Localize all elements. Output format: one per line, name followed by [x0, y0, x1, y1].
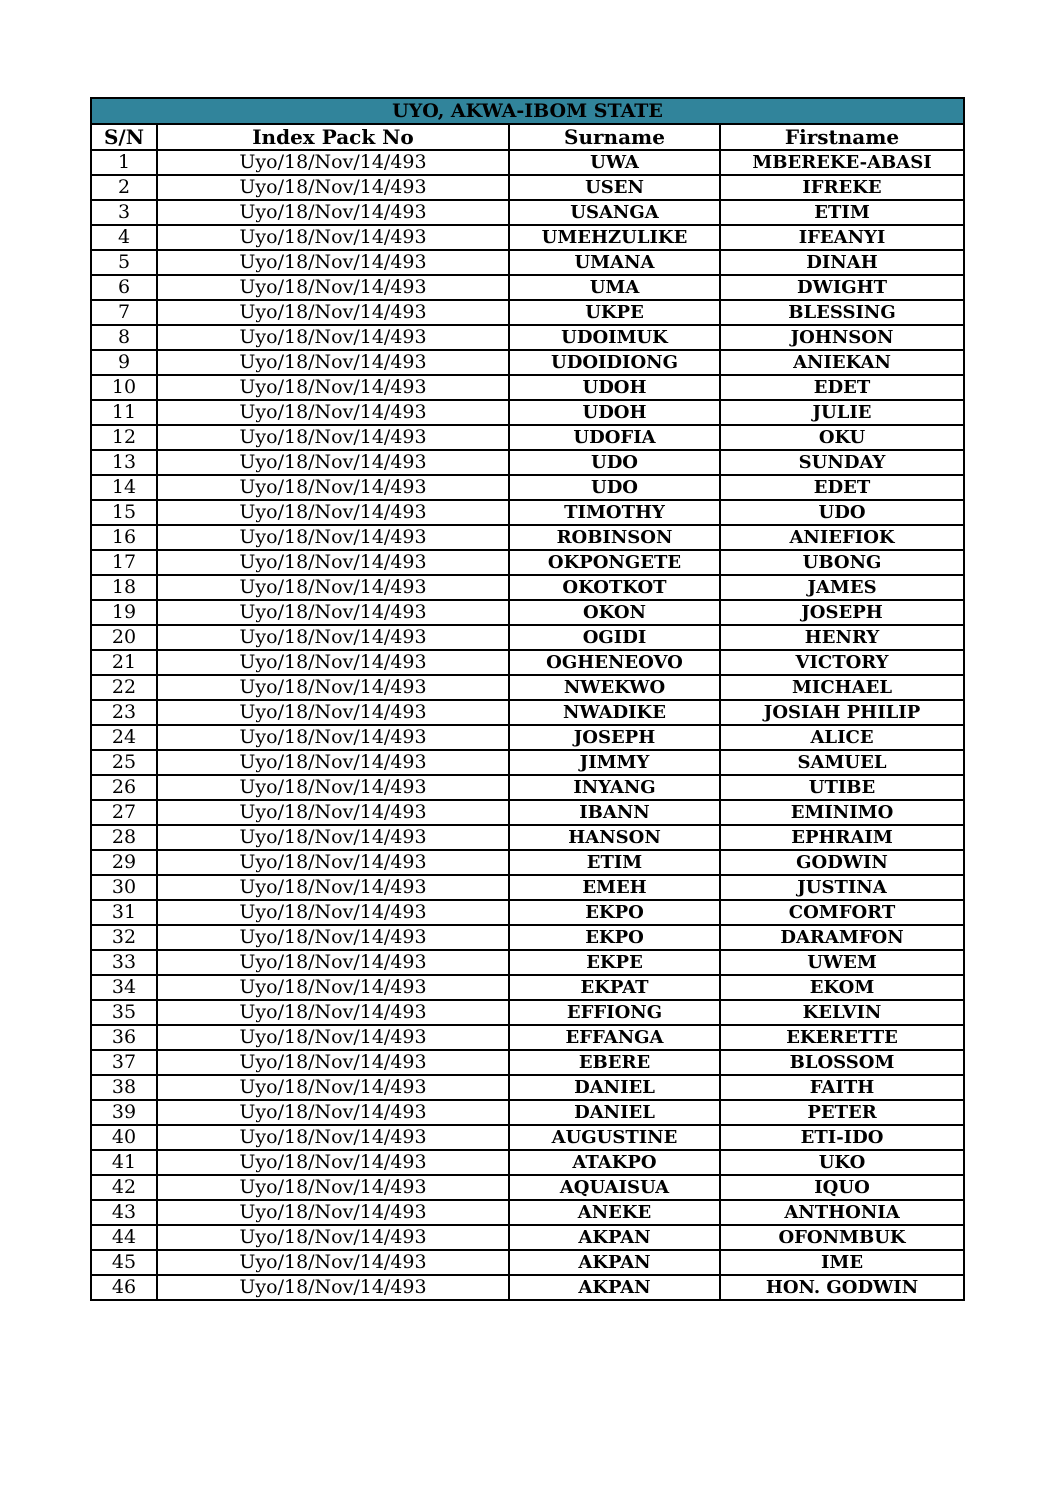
cell-surname: HANSON: [509, 825, 720, 850]
table-row: [91, 850, 964, 875]
cell-surname: AUGUSTINE: [509, 1125, 720, 1150]
table-row: [91, 975, 964, 1000]
cell-surname: EFFIONG: [509, 1000, 720, 1025]
cell-sn: 36: [91, 1025, 157, 1050]
cell-firstname: GODWIN: [720, 850, 964, 875]
cell-firstname: FAITH: [720, 1075, 964, 1100]
cell-surname: INYANG: [509, 775, 720, 800]
cell-firstname: MICHAEL: [720, 675, 964, 700]
cell-firstname: DWIGHT: [720, 275, 964, 300]
table-row: [91, 1250, 964, 1275]
table-row: [91, 600, 964, 625]
table-title: UYO, AKWA-IBOM STATE: [91, 98, 964, 124]
cell-surname: ATAKPO: [509, 1150, 720, 1175]
cell-sn: 14: [91, 475, 157, 500]
cell-surname: OGHENEOVO: [509, 650, 720, 675]
cell-index-pack-no: Uyo/18/Nov/14/493: [157, 1050, 509, 1075]
cell-index-pack-no: Uyo/18/Nov/14/493: [157, 300, 509, 325]
cell-sn: 31: [91, 900, 157, 925]
table-row: [91, 325, 964, 350]
cell-firstname: ANIEKAN: [720, 350, 964, 375]
cell-sn: 27: [91, 800, 157, 825]
cell-surname: OKPONGETE: [509, 550, 720, 575]
cell-firstname: UDO: [720, 500, 964, 525]
cell-firstname: OFONMBUK: [720, 1225, 964, 1250]
cell-surname: USANGA: [509, 200, 720, 225]
cell-sn: 2: [91, 175, 157, 200]
cell-surname: UDO: [509, 475, 720, 500]
cell-sn: 26: [91, 775, 157, 800]
cell-firstname: VICTORY: [720, 650, 964, 675]
cell-firstname: HON. GODWIN: [720, 1275, 964, 1300]
cell-index-pack-no: Uyo/18/Nov/14/493: [157, 700, 509, 725]
cell-firstname: BLESSING: [720, 300, 964, 325]
table-row: [91, 475, 964, 500]
cell-firstname: ALICE: [720, 725, 964, 750]
table-row: [91, 950, 964, 975]
cell-index-pack-no: Uyo/18/Nov/14/493: [157, 1000, 509, 1025]
cell-firstname: EDET: [720, 375, 964, 400]
cell-surname: UWA: [509, 150, 720, 175]
cell-index-pack-no: Uyo/18/Nov/14/493: [157, 150, 509, 175]
table-row: [91, 925, 964, 950]
cell-index-pack-no: Uyo/18/Nov/14/493: [157, 250, 509, 275]
cell-sn: 22: [91, 675, 157, 700]
cell-sn: 4: [91, 225, 157, 250]
cell-sn: 5: [91, 250, 157, 275]
table-row: [91, 1075, 964, 1100]
cell-firstname: UWEM: [720, 950, 964, 975]
cell-index-pack-no: Uyo/18/Nov/14/493: [157, 675, 509, 700]
cell-sn: 20: [91, 625, 157, 650]
cell-sn: 25: [91, 750, 157, 775]
cell-surname: NWEKWO: [509, 675, 720, 700]
cell-surname: JOSEPH: [509, 725, 720, 750]
cell-firstname: EDET: [720, 475, 964, 500]
cell-surname: UDOH: [509, 375, 720, 400]
cell-index-pack-no: Uyo/18/Nov/14/493: [157, 950, 509, 975]
cell-index-pack-no: Uyo/18/Nov/14/493: [157, 575, 509, 600]
cell-surname: UKPE: [509, 300, 720, 325]
cell-index-pack-no: Uyo/18/Nov/14/493: [157, 375, 509, 400]
header-index-pack-no: Index Pack No: [157, 124, 509, 150]
cell-surname: EKPE: [509, 950, 720, 975]
cell-firstname: SUNDAY: [720, 450, 964, 475]
cell-index-pack-no: Uyo/18/Nov/14/493: [157, 650, 509, 675]
cell-firstname: EPHRAIM: [720, 825, 964, 850]
table-row: [91, 1275, 964, 1300]
cell-firstname: IME: [720, 1250, 964, 1275]
cell-index-pack-no: Uyo/18/Nov/14/493: [157, 1225, 509, 1250]
cell-sn: 43: [91, 1200, 157, 1225]
cell-index-pack-no: Uyo/18/Nov/14/493: [157, 175, 509, 200]
table-row: [91, 725, 964, 750]
cell-firstname: EMINIMO: [720, 800, 964, 825]
cell-surname: DANIEL: [509, 1100, 720, 1125]
cell-sn: 28: [91, 825, 157, 850]
table-row: [91, 675, 964, 700]
cell-firstname: ANIEFIOK: [720, 525, 964, 550]
cell-index-pack-no: Uyo/18/Nov/14/493: [157, 600, 509, 625]
cell-sn: 44: [91, 1225, 157, 1250]
table-row: [91, 350, 964, 375]
cell-index-pack-no: Uyo/18/Nov/14/493: [157, 1150, 509, 1175]
cell-surname: TIMOTHY: [509, 500, 720, 525]
cell-index-pack-no: Uyo/18/Nov/14/493: [157, 400, 509, 425]
cell-surname: OGIDI: [509, 625, 720, 650]
cell-sn: 9: [91, 350, 157, 375]
cell-surname: AKPAN: [509, 1275, 720, 1300]
cell-sn: 13: [91, 450, 157, 475]
cell-surname: EMEH: [509, 875, 720, 900]
cell-firstname: SAMUEL: [720, 750, 964, 775]
table-row: [91, 775, 964, 800]
table-row: [91, 450, 964, 475]
cell-index-pack-no: Uyo/18/Nov/14/493: [157, 1175, 509, 1200]
table-row: [91, 1025, 964, 1050]
table-row: [91, 500, 964, 525]
cell-sn: 3: [91, 200, 157, 225]
table-row: [91, 550, 964, 575]
table-row: [91, 625, 964, 650]
header-sn: S/N: [91, 124, 157, 150]
cell-index-pack-no: Uyo/18/Nov/14/493: [157, 1250, 509, 1275]
cell-sn: 6: [91, 275, 157, 300]
cell-sn: 11: [91, 400, 157, 425]
table-row: [91, 875, 964, 900]
table-row: [91, 250, 964, 275]
cell-index-pack-no: Uyo/18/Nov/14/493: [157, 975, 509, 1000]
cell-firstname: JULIE: [720, 400, 964, 425]
cell-sn: 42: [91, 1175, 157, 1200]
cell-firstname: DARAMFON: [720, 925, 964, 950]
cell-sn: 38: [91, 1075, 157, 1100]
cell-surname: ROBINSON: [509, 525, 720, 550]
cell-index-pack-no: Uyo/18/Nov/14/493: [157, 900, 509, 925]
cell-index-pack-no: Uyo/18/Nov/14/493: [157, 1025, 509, 1050]
cell-surname: EKPO: [509, 900, 720, 925]
table-row: [91, 1125, 964, 1150]
cell-firstname: OKU: [720, 425, 964, 450]
cell-surname: IBANN: [509, 800, 720, 825]
cell-firstname: EKOM: [720, 975, 964, 1000]
cell-sn: 18: [91, 575, 157, 600]
cell-firstname: HENRY: [720, 625, 964, 650]
table-row: [91, 1100, 964, 1125]
cell-surname: EBERE: [509, 1050, 720, 1075]
cell-surname: AQUAISUA: [509, 1175, 720, 1200]
table-row: [91, 1050, 964, 1075]
cell-surname: UMA: [509, 275, 720, 300]
cell-surname: EKPO: [509, 925, 720, 950]
cell-sn: 12: [91, 425, 157, 450]
cell-sn: 19: [91, 600, 157, 625]
cell-index-pack-no: Uyo/18/Nov/14/493: [157, 1200, 509, 1225]
cell-surname: UDOH: [509, 400, 720, 425]
cell-surname: OKOTKOT: [509, 575, 720, 600]
cell-surname: OKON: [509, 600, 720, 625]
cell-sn: 7: [91, 300, 157, 325]
cell-sn: 33: [91, 950, 157, 975]
cell-index-pack-no: Uyo/18/Nov/14/493: [157, 1125, 509, 1150]
cell-firstname: JOSEPH: [720, 600, 964, 625]
table-row: [91, 375, 964, 400]
cell-firstname: MBEREKE-ABASI: [720, 150, 964, 175]
cell-index-pack-no: Uyo/18/Nov/14/493: [157, 275, 509, 300]
table-row: [91, 175, 964, 200]
cell-surname: UMANA: [509, 250, 720, 275]
cell-sn: 46: [91, 1275, 157, 1300]
cell-surname: AKPAN: [509, 1225, 720, 1250]
cell-surname: UMEHZULIKE: [509, 225, 720, 250]
cell-sn: 39: [91, 1100, 157, 1125]
table-row: [91, 800, 964, 825]
header-firstname: Firstname: [720, 124, 964, 150]
cell-index-pack-no: Uyo/18/Nov/14/493: [157, 1075, 509, 1100]
cell-index-pack-no: Uyo/18/Nov/14/493: [157, 200, 509, 225]
cell-surname: EFFANGA: [509, 1025, 720, 1050]
cell-index-pack-no: Uyo/18/Nov/14/493: [157, 500, 509, 525]
cell-index-pack-no: Uyo/18/Nov/14/493: [157, 850, 509, 875]
cell-index-pack-no: Uyo/18/Nov/14/493: [157, 425, 509, 450]
cell-index-pack-no: Uyo/18/Nov/14/493: [157, 450, 509, 475]
cell-index-pack-no: Uyo/18/Nov/14/493: [157, 1275, 509, 1300]
cell-surname: USEN: [509, 175, 720, 200]
cell-firstname: ETI-IDO: [720, 1125, 964, 1150]
table-row: [91, 150, 964, 175]
cell-index-pack-no: Uyo/18/Nov/14/493: [157, 475, 509, 500]
table-row: [91, 575, 964, 600]
cell-surname: JIMMY: [509, 750, 720, 775]
cell-sn: 41: [91, 1150, 157, 1175]
cell-sn: 24: [91, 725, 157, 750]
cell-firstname: JAMES: [720, 575, 964, 600]
cell-sn: 29: [91, 850, 157, 875]
table-row: [91, 275, 964, 300]
cell-firstname: IFREKE: [720, 175, 964, 200]
cell-sn: 34: [91, 975, 157, 1000]
table-row: [91, 700, 964, 725]
cell-surname: UDOIMUK: [509, 325, 720, 350]
cell-sn: 23: [91, 700, 157, 725]
header-row: [91, 124, 964, 150]
table-row: [91, 825, 964, 850]
cell-index-pack-no: Uyo/18/Nov/14/493: [157, 725, 509, 750]
cell-sn: 1: [91, 150, 157, 175]
cell-firstname: ANTHONIA: [720, 1200, 964, 1225]
table-row: [91, 1225, 964, 1250]
cell-firstname: JOSIAH PHILIP: [720, 700, 964, 725]
title-row: [91, 98, 964, 124]
table-row: [91, 1200, 964, 1225]
cell-sn: 32: [91, 925, 157, 950]
table-row: [91, 525, 964, 550]
cell-firstname: IFEANYI: [720, 225, 964, 250]
table-row: [91, 1175, 964, 1200]
table-row: [91, 900, 964, 925]
table-row: [91, 400, 964, 425]
cell-surname: DANIEL: [509, 1075, 720, 1100]
cell-sn: 35: [91, 1000, 157, 1025]
cell-index-pack-no: Uyo/18/Nov/14/493: [157, 775, 509, 800]
cell-index-pack-no: Uyo/18/Nov/14/493: [157, 625, 509, 650]
cell-sn: 21: [91, 650, 157, 675]
cell-firstname: JUSTINA: [720, 875, 964, 900]
cell-surname: EKPAT: [509, 975, 720, 1000]
cell-firstname: PETER: [720, 1100, 964, 1125]
table-row: [91, 750, 964, 775]
cell-sn: 16: [91, 525, 157, 550]
cell-index-pack-no: Uyo/18/Nov/14/493: [157, 325, 509, 350]
cell-index-pack-no: Uyo/18/Nov/14/493: [157, 550, 509, 575]
cell-index-pack-no: Uyo/18/Nov/14/493: [157, 750, 509, 775]
roster-body: [91, 150, 964, 1300]
cell-firstname: COMFORT: [720, 900, 964, 925]
cell-index-pack-no: Uyo/18/Nov/14/493: [157, 800, 509, 825]
cell-firstname: UBONG: [720, 550, 964, 575]
cell-sn: 17: [91, 550, 157, 575]
cell-index-pack-no: Uyo/18/Nov/14/493: [157, 225, 509, 250]
cell-sn: 30: [91, 875, 157, 900]
cell-surname: AKPAN: [509, 1250, 720, 1275]
cell-index-pack-no: Uyo/18/Nov/14/493: [157, 525, 509, 550]
cell-sn: 45: [91, 1250, 157, 1275]
cell-surname: UDOIDIONG: [509, 350, 720, 375]
cell-firstname: ETIM: [720, 200, 964, 225]
cell-sn: 10: [91, 375, 157, 400]
cell-surname: ETIM: [509, 850, 720, 875]
table-row: [91, 425, 964, 450]
cell-firstname: BLOSSOM: [720, 1050, 964, 1075]
cell-firstname: UKO: [720, 1150, 964, 1175]
cell-firstname: IQUO: [720, 1175, 964, 1200]
cell-firstname: EKERETTE: [720, 1025, 964, 1050]
cell-firstname: UTIBE: [720, 775, 964, 800]
cell-sn: 8: [91, 325, 157, 350]
cell-surname: UDO: [509, 450, 720, 475]
cell-surname: UDOFIA: [509, 425, 720, 450]
cell-sn: 15: [91, 500, 157, 525]
cell-index-pack-no: Uyo/18/Nov/14/493: [157, 350, 509, 375]
cell-firstname: DINAH: [720, 250, 964, 275]
table-row: [91, 200, 964, 225]
cell-sn: 37: [91, 1050, 157, 1075]
table-row: [91, 650, 964, 675]
cell-surname: ANEKE: [509, 1200, 720, 1225]
table-row: [91, 300, 964, 325]
cell-index-pack-no: Uyo/18/Nov/14/493: [157, 875, 509, 900]
cell-surname: NWADIKE: [509, 700, 720, 725]
cell-sn: 40: [91, 1125, 157, 1150]
cell-index-pack-no: Uyo/18/Nov/14/493: [157, 825, 509, 850]
cell-firstname: JOHNSON: [720, 325, 964, 350]
table-row: [91, 1000, 964, 1025]
cell-firstname: KELVIN: [720, 1000, 964, 1025]
cell-index-pack-no: Uyo/18/Nov/14/493: [157, 925, 509, 950]
header-surname: Surname: [509, 124, 720, 150]
roster-table: [90, 97, 965, 1301]
table-row: [91, 225, 964, 250]
table-row: [91, 1150, 964, 1175]
cell-index-pack-no: Uyo/18/Nov/14/493: [157, 1100, 509, 1125]
